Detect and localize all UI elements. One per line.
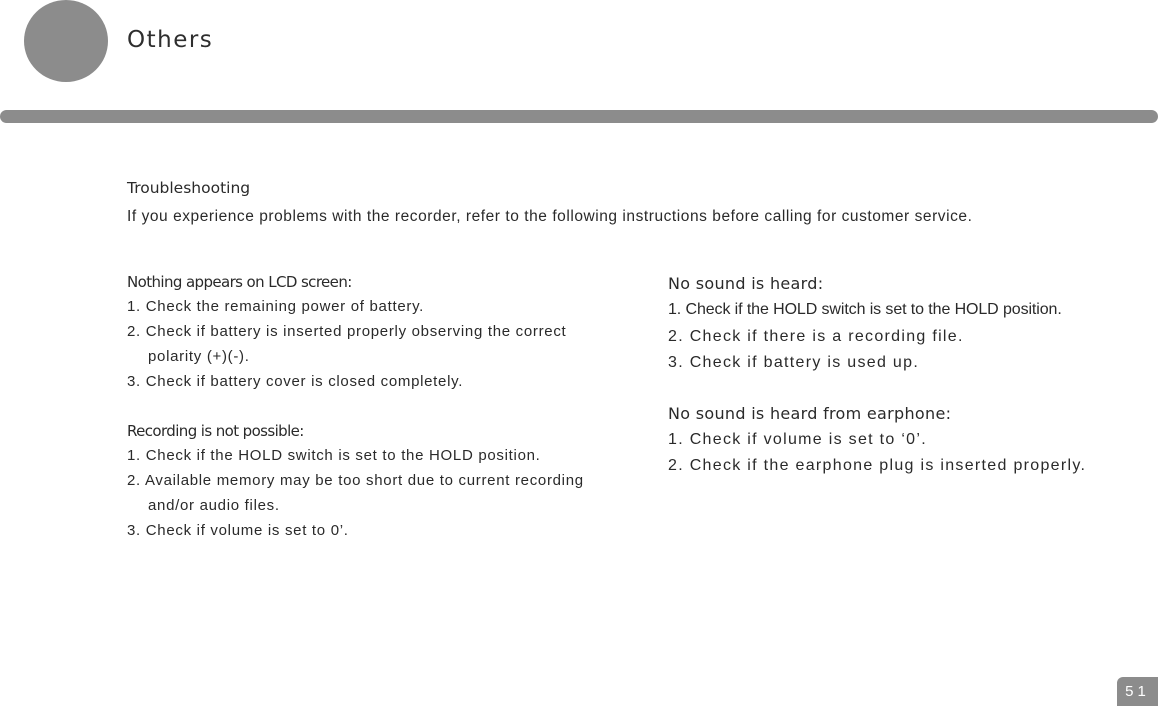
troubleshooting-group <box>668 401 1158 480</box>
troubleshooting-group <box>127 270 647 394</box>
section-heading: Troubleshooting <box>127 179 251 197</box>
list-item: 1. Check the remaining power of battery. <box>127 298 425 315</box>
troubleshooting-group <box>668 271 1158 377</box>
list-item: 3. Check if battery is used up. <box>668 354 920 371</box>
list-item: 1. Check if volume is set to ‘0’. <box>668 430 927 448</box>
troubleshooting-group <box>127 419 647 543</box>
header-divider <box>0 110 1158 123</box>
list-item: 2. Check if battery is inserted properly observing the correct polarity (+)(-). <box>127 323 567 365</box>
list-item: 1. Check if the HOLD switch is set to the HOLD position. <box>127 447 541 464</box>
page-number-badge: 51 <box>1117 677 1158 706</box>
list-item: 3. Check if volume is set to 0’. <box>127 522 349 539</box>
list-item: 3. Check if battery cover is closed completely. <box>127 373 464 390</box>
list-item: 2. Check if there is a recording file. <box>668 327 964 345</box>
group-heading: No sound is heard from earphone: <box>668 403 952 423</box>
list-item: 2. Check if the earphone plug is inserted properly. <box>668 457 1087 474</box>
group-heading: Nothing appears on LCD screen: <box>127 273 352 291</box>
right-column <box>668 271 1158 480</box>
section-circle-marker <box>24 0 108 82</box>
left-column <box>127 270 647 543</box>
section-intro: If you experience problems with the recorder, refer to the following instructions before calling for customer service. <box>127 208 973 225</box>
list-item: 2. Available memory may be too short due to current recording and/or audio files. <box>127 472 584 514</box>
group-heading: No sound is heard: <box>668 274 824 293</box>
group-heading: Recording is not possible: <box>127 422 304 440</box>
list-item: 1. Check if the HOLD switch is set to the HOLD position. <box>668 301 1062 318</box>
page-title: Others <box>127 27 214 53</box>
